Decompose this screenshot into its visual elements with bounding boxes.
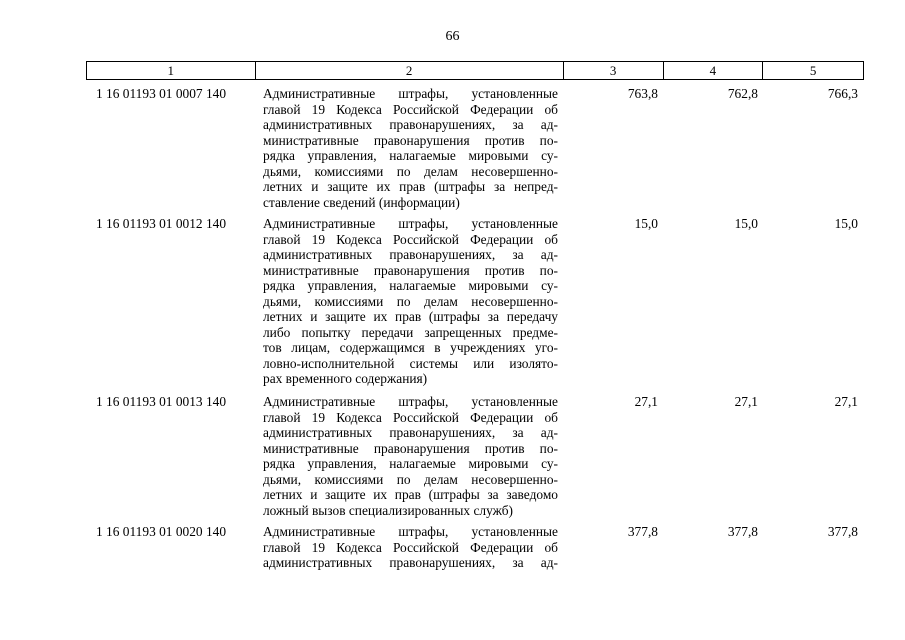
budget-code: 1 16 01193 01 0020 140 xyxy=(96,524,227,539)
description xyxy=(255,524,564,571)
table-body xyxy=(86,86,864,571)
value-col-4: 377,8 xyxy=(727,524,758,539)
description-line: ложный вызов специализированных служб) xyxy=(263,502,513,518)
description xyxy=(255,86,564,216)
description-line: административных правонарушениях, за ад- xyxy=(263,117,558,132)
description-line: Административные штрафы, установленные xyxy=(263,524,558,539)
table-row xyxy=(86,394,864,524)
value-col-3: 377,8 xyxy=(627,524,658,539)
value-col-3: 27,1 xyxy=(634,394,658,409)
description-line: министративные правонарушения против по- xyxy=(263,440,558,456)
budget-code: 1 16 01193 01 0012 140 xyxy=(96,216,227,231)
description-line: летних и защите их прав (штрафы за передачу xyxy=(263,309,558,324)
value-col-3: 15,0 xyxy=(634,216,658,231)
value-col-5: 15,0 xyxy=(834,216,858,231)
description-line: министративные правонарушения против по- xyxy=(263,132,558,148)
description xyxy=(255,216,564,394)
value-col-5: 766,3 xyxy=(827,86,858,101)
value-col-4: 15,0 xyxy=(734,216,758,231)
header-col-5: 5 xyxy=(809,63,817,78)
description-line: дьями, комиссиями по делам несовершенно- xyxy=(263,293,558,309)
header-col-4: 4 xyxy=(664,62,764,79)
description-line: тов лицам, содержащимся в учреждениях уго- xyxy=(263,340,558,355)
description-line: главой 19 Кодекса Российской Федерации об xyxy=(263,231,558,247)
page-number: 66 xyxy=(445,29,460,44)
description-line: главой 19 Кодекса Российской Федерации об xyxy=(263,539,558,555)
description-line: летних и защите их прав (штрафы за непред- xyxy=(263,179,558,194)
header-col-3: 3 xyxy=(564,62,664,79)
description-line: дьями, комиссиями по делам несовершенно- xyxy=(263,163,558,179)
description-line: ставление сведений (информации) xyxy=(263,194,460,210)
value-col-4: 27,1 xyxy=(734,394,758,409)
description-line: Административные штрафы, установленные xyxy=(263,394,558,409)
description-line: летних и защите их прав (штрафы за заведомо xyxy=(263,487,558,502)
description-line: Административные штрафы, установленные xyxy=(263,86,558,101)
description-line: рядка управления, налагаемые мировыми су- xyxy=(263,278,558,293)
description-line: административных правонарушениях, за ад- xyxy=(263,425,558,440)
description-line: ловно-исполнительной системы или изолято- xyxy=(263,355,558,371)
description-line: главой 19 Кодекса Российской Федерации об xyxy=(263,409,558,425)
budget-code: 1 16 01193 01 0013 140 xyxy=(96,394,227,409)
description-line: рядка управления, налагаемые мировыми су- xyxy=(263,148,558,163)
description-line: рядка управления, налагаемые мировыми су- xyxy=(263,456,558,471)
description-line: рах временного содержания) xyxy=(263,371,428,386)
description-line: министративные правонарушения против по- xyxy=(263,262,558,278)
table-header xyxy=(86,61,864,80)
header-col-2: 2 xyxy=(256,62,564,79)
description xyxy=(255,394,564,524)
value-col-4: 762,8 xyxy=(727,86,758,101)
description-line: дьями, комиссиями по делам несовершенно- xyxy=(263,471,558,487)
description-line: административных правонарушениях, за ад- xyxy=(263,247,558,262)
table-row xyxy=(86,86,864,216)
table-row xyxy=(86,524,864,571)
budget-code: 1 16 01193 01 0007 140 xyxy=(96,86,227,101)
table-row xyxy=(86,216,864,394)
description-line: либо попытку передачи запрещенных предме- xyxy=(263,324,558,340)
value-col-3: 763,8 xyxy=(627,86,658,101)
header-col-1: 1 xyxy=(87,62,256,79)
description-line: Административные штрафы, установленные xyxy=(263,216,558,231)
description-line: главой 19 Кодекса Российской Федерации об xyxy=(263,101,558,117)
description-line: административных правонарушениях, за ад- xyxy=(263,555,558,570)
value-col-5: 377,8 xyxy=(827,524,858,539)
value-col-5: 27,1 xyxy=(834,394,858,409)
